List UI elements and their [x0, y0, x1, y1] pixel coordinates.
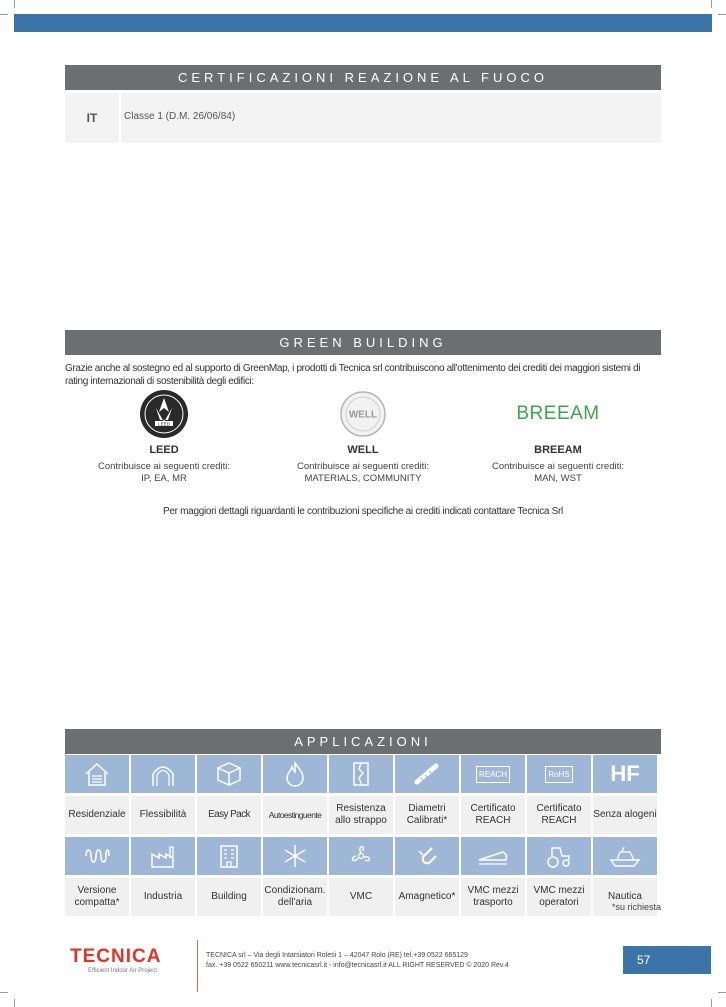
- caliper-icon: [395, 755, 459, 793]
- well-cert: [263, 388, 463, 485]
- crop-mark: [718, 992, 726, 993]
- applications-table: [65, 755, 661, 916]
- snowflake-icon: [263, 837, 327, 875]
- crop-mark: [0, 14, 8, 15]
- crop-mark: [711, 999, 712, 1007]
- app-label: Amagnetico*: [395, 878, 459, 916]
- app-label: Diametri Calibrati*: [395, 796, 459, 834]
- app-label: Flessibilità: [131, 796, 195, 834]
- footer-divider: [197, 940, 198, 992]
- app-label: Resistenza allo strappo: [329, 796, 393, 834]
- flame-icon: [263, 755, 327, 793]
- well-name: WELL: [347, 444, 379, 456]
- flex-arch-icon: [131, 755, 195, 793]
- green-section-title: GREEN BUILDING: [65, 330, 661, 355]
- app-label: VMC mezzi operatori: [527, 878, 591, 916]
- app-label: VMC: [329, 878, 393, 916]
- leed-name: LEED: [149, 444, 179, 456]
- apps-section-title: APPLICAZIONI: [65, 729, 661, 754]
- well-logo: [263, 388, 463, 440]
- fire-cert-row: [65, 93, 661, 143]
- app-label: Autoestinguente: [263, 796, 327, 834]
- leed-credits: IP, EA, MR: [141, 473, 187, 484]
- factory-icon: [131, 837, 195, 875]
- breeam-credits: MAN, WST: [534, 473, 582, 484]
- fan-icon: [329, 837, 393, 875]
- app-label: Certificato REACH: [461, 796, 525, 834]
- fire-section-title: CERTIFICAZIONI REAZIONE AL FUOCO: [65, 65, 661, 90]
- breeam-logo-text: BREEAM: [516, 403, 600, 424]
- breeam-cert: [458, 388, 658, 485]
- train-icon: [461, 837, 525, 875]
- app-label: Industria: [131, 878, 195, 916]
- rohs-icon: RoHS: [527, 755, 591, 793]
- breeam-credits-label: Contribuisce ai seguenti crediti:: [491, 461, 624, 472]
- crop-mark: [718, 14, 726, 15]
- app-label: VMC mezzi trasporto: [461, 878, 525, 916]
- apps-label-row-1: [65, 796, 661, 834]
- tecnica-logo: TECNICA: [70, 946, 162, 967]
- green-note: Per maggiori dettagli riguardanti le contribuzioni specifiche ai crediti indicati contattare Tecnica Srl: [163, 506, 563, 517]
- reach-icon: REACH: [461, 755, 525, 793]
- house-icon: [65, 755, 129, 793]
- building-icon: [197, 837, 261, 875]
- fire-cert-code: IT: [86, 111, 98, 125]
- magnet-icon: [395, 837, 459, 875]
- fire-cert-desc: Classe 1 (D.M. 26/06/84): [124, 111, 236, 122]
- box-icon: [197, 755, 261, 793]
- svg-text:WELL: WELL: [348, 409, 378, 421]
- app-label: Building: [197, 878, 261, 916]
- header-band: [14, 14, 712, 32]
- well-credits-label: Contribuisce ai seguenti crediti:: [296, 461, 429, 472]
- leed-cert: [64, 388, 264, 485]
- green-intro: Grazie anche al sostegno ed al supporto di GreenMap, i prodotti di Tecnica srl contribuiscono all'ottenimento dei crediti dei maggiori sistemi di rating internazionali di sostenibilità degli edifici:: [65, 363, 641, 387]
- app-label: Nautica: [593, 878, 657, 916]
- coil-icon: [65, 837, 129, 875]
- leed-logo: [64, 388, 264, 440]
- page-number: 57: [623, 946, 711, 974]
- crop-mark: [711, 0, 712, 8]
- leed-credits-label: Contribuisce ai seguenti crediti:: [97, 461, 230, 472]
- hf-icon: HF: [593, 755, 657, 793]
- apps-icon-row-1: [65, 755, 661, 793]
- well-credits: MATERIALS, COMMUNITY: [304, 473, 422, 484]
- tear-icon: [329, 755, 393, 793]
- app-label: Versione compatta*: [65, 878, 129, 916]
- ship-icon: [593, 837, 657, 875]
- tractor-icon: [527, 837, 591, 875]
- crop-mark: [0, 992, 8, 993]
- footer-address-line1: TECNICA srl – Via degli Intarsiatori Rolesi 1 – 42047 Rolo (RE) tel.+39 0522 665129: [206, 952, 468, 959]
- app-label: Residenziale: [65, 796, 129, 834]
- breeam-name: BREEAM: [534, 444, 582, 456]
- fire-cert-divider: [119, 93, 121, 143]
- app-label: Certificato REACH: [527, 796, 591, 834]
- svg-text:LEED: LEED: [158, 421, 170, 427]
- crop-mark: [14, 0, 15, 8]
- tecnica-tagline: Efficient Indoor Air Project: [88, 968, 157, 974]
- footer-address: [206, 951, 509, 971]
- app-label: Condizionam. dell'aria: [263, 878, 327, 916]
- app-label: Senza alogeni: [593, 796, 657, 834]
- footnote: *su richiesta: [611, 902, 661, 912]
- app-label: Easy Pack: [197, 796, 261, 834]
- apps-icon-row-2: [65, 837, 661, 875]
- breeam-logo: [458, 388, 658, 440]
- footer-address-line2: fax. +39 0522 650211 www.tecnicasrl.it - info@tecnicasrl.it ALL RIGHT RESERVED © 2020 Rev.4: [206, 962, 509, 969]
- crop-mark: [14, 999, 15, 1007]
